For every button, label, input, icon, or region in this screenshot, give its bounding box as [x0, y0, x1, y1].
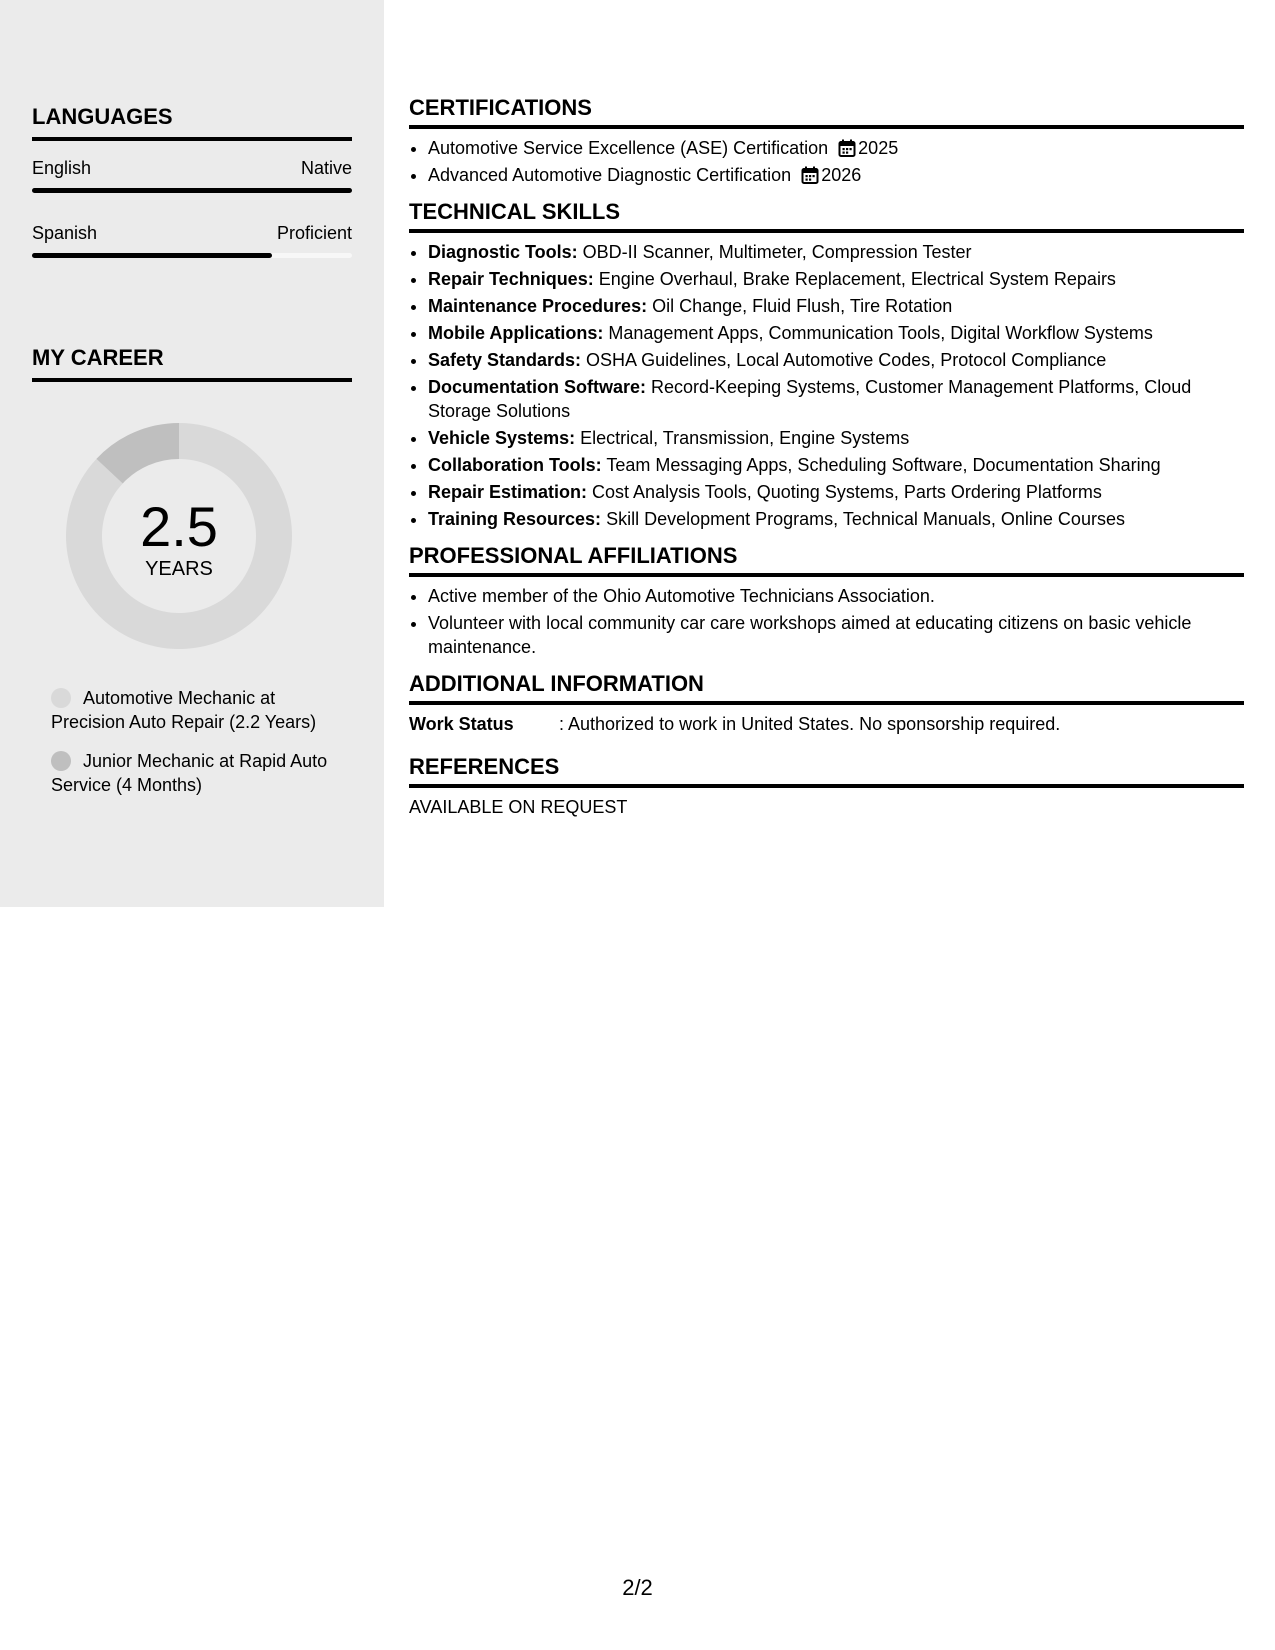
skill-label: Documentation Software: [428, 377, 647, 397]
skill-item [428, 480, 1244, 504]
skill-item [428, 321, 1244, 345]
language-proficiency-fill [32, 253, 272, 258]
affiliation-item: • Active member of the Ohio Automotive Technicians Association. [428, 584, 1244, 608]
work-status-label: Work Status [409, 714, 514, 734]
work-status-row [409, 712, 1244, 736]
certification-name: Advanced Automotive Diagnostic Certification [428, 165, 792, 185]
additional-info-heading: ADDITIONAL INFORMATION [409, 671, 1244, 705]
certification-year: 2026 [821, 165, 862, 185]
certification-item [428, 136, 1244, 160]
references-heading: REFERENCES [409, 754, 1244, 788]
additional-info-section [409, 671, 1244, 736]
skill-text: Team Messaging Apps, Scheduling Software, Documentation Sharing [601, 455, 1161, 475]
certifications-heading: CERTIFICATIONS [409, 95, 1244, 129]
skill-item [428, 375, 1244, 423]
affiliations-section [409, 543, 1244, 659]
career-legend-dot [51, 751, 71, 771]
skill-text: Engine Overhaul, Brake Replacement, Electrical System Repairs [593, 269, 1116, 289]
career-item [51, 749, 351, 797]
skill-label: Collaboration Tools: [428, 455, 602, 475]
skill-item [428, 294, 1244, 318]
sidebar [0, 0, 384, 907]
skill-label: Repair Techniques: [428, 269, 594, 289]
skill-item [428, 453, 1244, 477]
language-proficiency-fill [32, 188, 352, 193]
language-item-english [32, 158, 352, 193]
calendar-icon [838, 139, 856, 157]
career-total-unit: YEARS [145, 558, 213, 580]
skill-item [428, 348, 1244, 372]
skill-label: Maintenance Procedures: [428, 296, 648, 316]
calendar-icon [801, 166, 819, 184]
skill-label: Mobile Applications: [428, 323, 604, 343]
career-item [51, 686, 351, 734]
language-proficiency-bar [32, 188, 352, 193]
language-level: Proficient [276, 223, 352, 243]
references-text: AVAILABLE ON REQUEST [409, 797, 628, 817]
skill-text: Oil Change, Fluid Flush, Tire Rotation [647, 296, 953, 316]
skill-text: OSHA Guidelines, Local Automotive Codes, Protocol Compliance [581, 350, 1107, 370]
skill-item [428, 426, 1244, 450]
certification-name: Automotive Service Excellence (ASE) Certification [428, 138, 829, 158]
skill-text: OBD-II Scanner, Multimeter, Compression Tester [577, 242, 972, 262]
language-name: English [32, 158, 92, 178]
certification-year: 2025 [858, 138, 899, 158]
language-proficiency-bar [32, 253, 352, 258]
affiliations-heading: PROFESSIONAL AFFILIATIONS [409, 543, 1244, 577]
certification-item [428, 163, 1244, 187]
career-legend-dot [51, 688, 71, 708]
skill-label: Diagnostic Tools: [428, 242, 578, 262]
language-level: Native [300, 158, 352, 178]
language-name: Spanish [32, 223, 98, 243]
skill-item [428, 240, 1244, 264]
technical-skills-section [409, 199, 1244, 531]
work-status-value: : Authorized to work in United States. No sponsorship required. [559, 714, 1061, 734]
career-item-label: Automotive Mechanic at Precision Auto Repair (2.2 Years) [51, 688, 317, 732]
skill-label: Vehicle Systems: [428, 428, 576, 448]
skill-label: Safety Standards: [428, 350, 582, 370]
language-item-spanish [32, 223, 352, 258]
skill-text: Cost Analysis Tools, Quoting Systems, Parts Ordering Platforms [587, 482, 1102, 502]
affiliation-item: • Volunteer with local community car care workshops aimed at educating citizens on basic vehicle maintenance. [428, 611, 1244, 659]
technical-skills-heading: TECHNICAL SKILLS [409, 199, 1244, 233]
skill-text: Management Apps, Communication Tools, Digital Workflow Systems [603, 323, 1153, 343]
skill-text: Skill Development Programs, Technical Manuals, Online Courses [601, 509, 1125, 529]
skill-item [428, 507, 1244, 531]
page-number: 2/2 [622, 1575, 653, 1600]
career-section [32, 345, 352, 382]
references-section [409, 754, 1244, 819]
skill-text: Electrical, Transmission, Engine Systems [575, 428, 910, 448]
main-content [409, 95, 1244, 831]
career-heading: MY CAREER [32, 345, 352, 382]
languages-section [32, 104, 352, 258]
languages-heading: LANGUAGES [32, 104, 352, 141]
skill-label: Training Resources: [428, 509, 602, 529]
skill-text: Record-Keeping Systems, Customer Management Platforms, Cloud Storage Solutions [428, 377, 1192, 421]
skill-item [428, 267, 1244, 291]
career-total-value: 2.5 [140, 495, 218, 558]
career-item-label: Junior Mechanic at Rapid Auto Service (4 Months) [51, 751, 328, 795]
certifications-section [409, 95, 1244, 187]
skill-label: Repair Estimation: [428, 482, 588, 502]
